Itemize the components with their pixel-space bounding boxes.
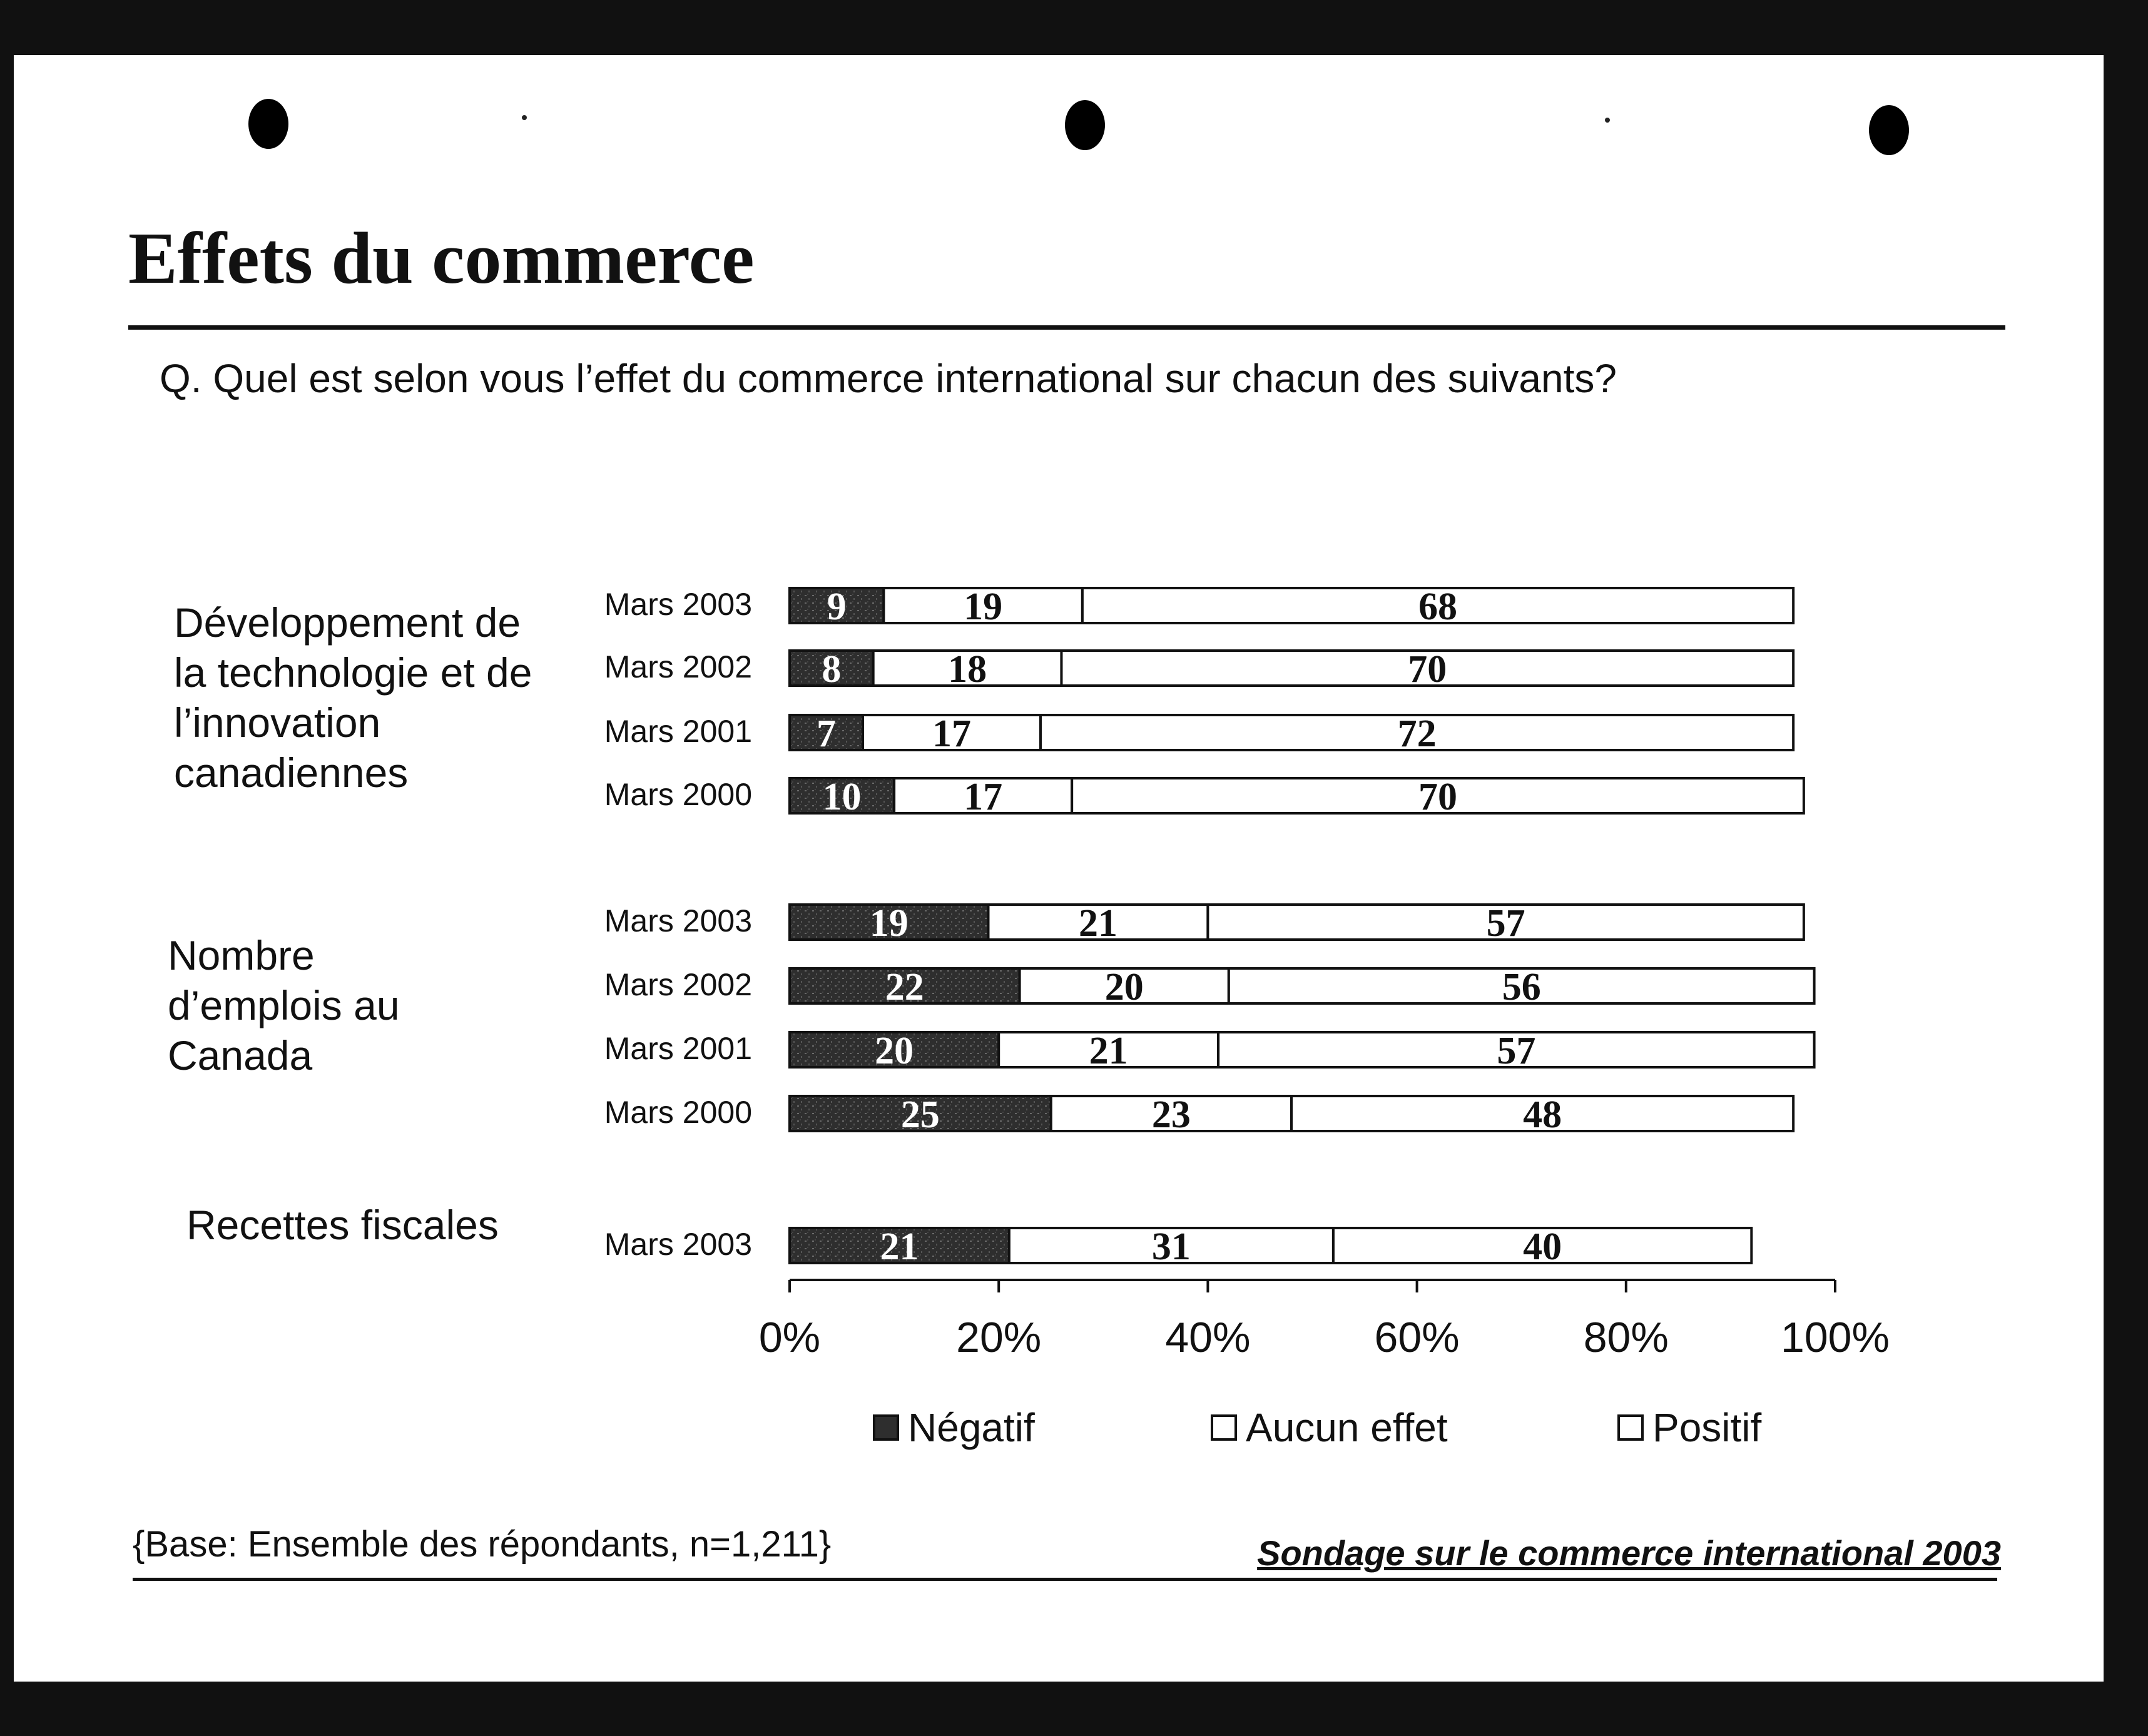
footer-divider xyxy=(133,1578,1997,1581)
legend-label: Négatif xyxy=(908,1405,1035,1450)
data-label: 17 xyxy=(964,776,1003,818)
legend-item-positif xyxy=(1617,1404,1761,1451)
data-label: 70 xyxy=(1418,776,1458,818)
data-label: 8 xyxy=(822,648,842,691)
x-tick-label: 100% xyxy=(1781,1314,1890,1361)
x-tick-label: 60% xyxy=(1374,1314,1460,1361)
row-label: Mars 2000 xyxy=(604,1095,752,1130)
data-label: 19 xyxy=(869,902,909,945)
data-label: 57 xyxy=(1486,902,1525,945)
row-label: Mars 2003 xyxy=(604,1227,752,1262)
data-label: 20 xyxy=(875,1030,914,1072)
group-label-line: l’innovation xyxy=(174,699,381,746)
data-label: 17 xyxy=(932,713,972,755)
data-label: 18 xyxy=(948,648,987,691)
data-label: 20 xyxy=(1104,966,1144,1008)
data-label: 72 xyxy=(1397,713,1437,755)
question-text: Q. Quel est selon vous l’effet du commerce international sur chacun des suivants? xyxy=(160,356,1617,401)
legend-item-negatif xyxy=(873,1404,1035,1451)
data-label: 23 xyxy=(1151,1094,1191,1136)
data-label: 9 xyxy=(827,586,847,628)
data-label: 70 xyxy=(1408,648,1447,691)
group-label-line: Nombre xyxy=(168,932,315,978)
row-label: Mars 2002 xyxy=(604,649,752,684)
legend-swatch-icon xyxy=(1211,1414,1237,1441)
group-label-line: canadiennes xyxy=(174,749,409,796)
data-label: 7 xyxy=(816,713,836,755)
x-tick-label: 40% xyxy=(1165,1314,1251,1361)
data-label: 56 xyxy=(1502,966,1541,1008)
row-label: Mars 2003 xyxy=(604,903,752,938)
data-label: 57 xyxy=(1497,1030,1536,1072)
legend-swatch-icon xyxy=(873,1414,899,1441)
data-label: 31 xyxy=(1151,1226,1191,1268)
row-label: Mars 2001 xyxy=(604,1031,752,1066)
group-label-line: la technologie et de xyxy=(174,649,532,696)
legend-label: Positif xyxy=(1652,1405,1762,1450)
group-label-line: Canada xyxy=(168,1032,313,1079)
data-label: 21 xyxy=(1078,902,1117,945)
x-tick-label: 80% xyxy=(1583,1314,1669,1361)
group-label-line: Recettes fiscales xyxy=(186,1202,499,1248)
legend-label: Aucun effet xyxy=(1246,1405,1448,1450)
base-note: {Base: Ensemble des répondants, n=1,211} xyxy=(133,1524,832,1565)
row-label: Mars 2001 xyxy=(604,714,752,749)
source-note: Sondage sur le commerce international 2003 xyxy=(1257,1533,2001,1573)
x-tick-label: 0% xyxy=(758,1314,821,1361)
page-title: Effets du commerce xyxy=(128,217,755,299)
group-label-line: d’emplois au xyxy=(168,982,400,1028)
data-label: 21 xyxy=(1089,1030,1128,1072)
group-label-line: Développement de xyxy=(174,599,521,646)
data-label: 19 xyxy=(964,586,1003,628)
data-label: 22 xyxy=(885,966,924,1008)
data-label: 10 xyxy=(822,776,862,818)
data-label: 21 xyxy=(880,1226,919,1268)
row-label: Mars 2003 xyxy=(604,587,752,622)
data-label: 48 xyxy=(1523,1094,1562,1136)
legend-swatch-icon xyxy=(1617,1414,1644,1441)
row-label: Mars 2000 xyxy=(604,777,752,812)
data-label: 68 xyxy=(1418,586,1458,628)
row-label: Mars 2002 xyxy=(604,967,752,1002)
x-tick-label: 20% xyxy=(956,1314,1042,1361)
legend-item-aucun-effet xyxy=(1211,1404,1448,1451)
data-label: 25 xyxy=(900,1094,940,1136)
data-label: 40 xyxy=(1523,1226,1562,1268)
